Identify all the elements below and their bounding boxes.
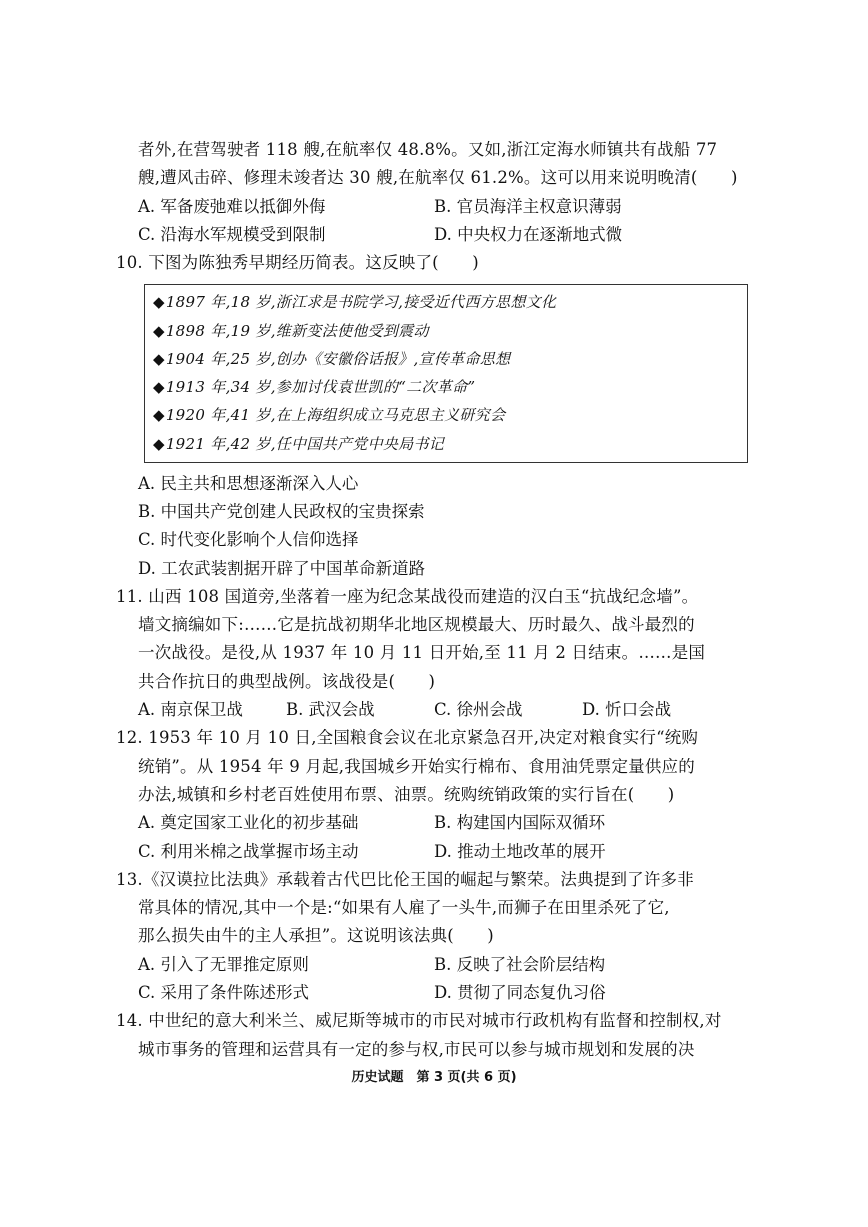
timeline-text: 1897 年,18 岁,浙江求是书院学习,接受近代西方思想文化 <box>165 293 557 312</box>
q10-option-row <box>116 470 756 498</box>
timeline-row <box>153 345 747 373</box>
q13-options-row-1 <box>116 951 756 979</box>
q12-line-2: 统销”。从 1954 年 9 月起,我国城乡开始实行棉布、食用油凭票定量供应的 <box>138 756 695 776</box>
q11-option-d[interactable]: D. 忻口会战 <box>582 700 672 720</box>
diamond-bullet-icon: ◆ <box>153 349 165 368</box>
timeline-text: 1921 年,42 岁,任中国共产党中央局书记 <box>165 434 445 453</box>
timeline-text: 1913 年,34 岁,参加讨伐袁世凯的“二次革命” <box>165 378 476 397</box>
q9-option-c[interactable]: C. 沿海水军规模受到限制 <box>138 224 326 244</box>
q12-line-3: 办法,城镇和乡村老百姓使用布票、油票。统购统销政策的实行旨在( ) <box>138 784 675 804</box>
q11-option-a[interactable]: A. 南京保卫战 <box>138 700 243 720</box>
page-footer: 历史试题 第 3 页(共 6 页) <box>351 1070 517 1085</box>
timeline-row <box>153 373 747 401</box>
q12-option-d[interactable]: D. 推动土地改革的展开 <box>434 841 606 861</box>
q13-line-3: 那么损失由牛的主人承担”。这说明该法典( ) <box>138 926 494 946</box>
q12-options-row-2 <box>116 838 756 866</box>
q13-option-d[interactable]: D. 贯彻了同态复仇习俗 <box>434 983 606 1003</box>
timeline-text: 1904 年,25 岁,创办《安徽俗话报》,宣传革命思想 <box>165 349 511 368</box>
q9-options-row-2 <box>116 221 756 249</box>
q9-line-1: 者外,在营驾驶者 118 艘,在航率仅 48.8%。又如,浙江定海水师镇共有战船 77 <box>138 140 718 159</box>
q10-option-row <box>116 555 756 583</box>
page-content <box>116 136 756 1064</box>
timeline-text: 1898 年,19 岁,维新变法使他受到震动 <box>165 321 429 340</box>
diamond-bullet-icon: ◆ <box>153 293 165 312</box>
q13-option-c[interactable]: C. 采用了条件陈述形式 <box>138 983 310 1003</box>
timeline-row <box>153 288 747 316</box>
q13-option-a[interactable]: A. 引入了无罪推定原则 <box>138 954 309 974</box>
timeline-row <box>153 401 747 429</box>
q9-option-a[interactable]: A. 军备废弛难以抵御外侮 <box>138 196 326 216</box>
diamond-bullet-icon: ◆ <box>153 378 165 397</box>
q13-options-row-2 <box>116 979 756 1007</box>
q9-option-d[interactable]: D. 中央权力在逐渐地式微 <box>434 224 623 244</box>
q10-option-c[interactable]: C. 时代变化影响个人信仰选择 <box>138 530 359 550</box>
q10-option-row <box>116 498 756 526</box>
q10-option-a[interactable]: A. 民主共和思想逐渐深入人心 <box>138 473 359 493</box>
q11-line-2: 墙文摘编如下:……它是抗战初期华北地区规模最大、历时最久、战斗最烈的 <box>138 615 695 635</box>
timeline-row <box>153 317 747 345</box>
q12-options-row-1 <box>116 809 756 837</box>
q12-line-1: 12. 1953 年 10 月 10 日,全国粮食会议在北京紧急召开,决定对粮食实行“统购 <box>116 728 699 748</box>
diamond-bullet-icon: ◆ <box>153 406 165 425</box>
q9-options-row-1 <box>116 193 756 221</box>
q12-option-a[interactable]: A. 奠定国家工业化的初步基础 <box>138 813 359 833</box>
q11-option-b[interactable]: B. 武汉会战 <box>286 700 375 720</box>
timeline-text: 1920 年,41 岁,在上海组织成立马克思主义研究会 <box>165 406 506 425</box>
diamond-bullet-icon: ◆ <box>153 434 165 453</box>
q11-line-3: 一次战役。是役,从 1937 年 10 月 11 日开始,至 11 月 2 日结束。……是国 <box>138 643 706 663</box>
q12-option-b[interactable]: B. 构建国内国际双循环 <box>434 813 606 833</box>
q10-option-d[interactable]: D. 工农武装割据开辟了中国革命新道路 <box>138 558 426 578</box>
q11-option-c[interactable]: C. 徐州会战 <box>434 700 523 720</box>
q13-option-b[interactable]: B. 反映了社会阶层结构 <box>434 954 606 974</box>
q11-line-1: 11. 山西 108 国道旁,坐落着一座为纪念某战役而建造的汉白玉“抗战纪念墙”。 <box>116 586 699 606</box>
q10-option-row <box>116 526 756 554</box>
timeline-row <box>153 430 747 458</box>
q10-timeline-box <box>144 284 748 462</box>
q11-line-4: 共合作抗日的典型战例。该战役是( ) <box>138 671 436 691</box>
q14-line-2: 城市事务的管理和运营具有一定的参与权,市民可以参与城市规划和发展的决 <box>138 1039 695 1059</box>
q10-option-b[interactable]: B. 中国共产党创建人民政权的宝贵探索 <box>138 502 425 521</box>
diamond-bullet-icon: ◆ <box>153 321 165 340</box>
q12-option-c[interactable]: C. 利用米棉之战掌握市场主动 <box>138 841 359 861</box>
q9-line-2: 艘,遭风击碎、修理未竣者达 30 艘,在航率仅 61.2%。这可以用来说明晚清( ) <box>138 168 738 188</box>
q9-option-b[interactable]: B. 官员海洋主权意识薄弱 <box>434 196 622 216</box>
q14-line-1: 14. 中世纪的意大利米兰、威尼斯等城市的市民对城市行政机构有监督和控制权,对 <box>116 1011 722 1031</box>
q13-line-2: 常具体的情况,其中一个是:“如果有人雇了一头牛,而狮子在田里杀死了它, <box>138 898 670 918</box>
q11-options-row <box>116 696 756 724</box>
q13-line-1: 13.《汉谟拉比法典》承载着古代巴比伦王国的崛起与繁荣。法典提到了许多非 <box>116 869 694 889</box>
q10-stem: 10. 下图为陈独秀早期经历简表。这反映了( ) <box>116 253 479 273</box>
